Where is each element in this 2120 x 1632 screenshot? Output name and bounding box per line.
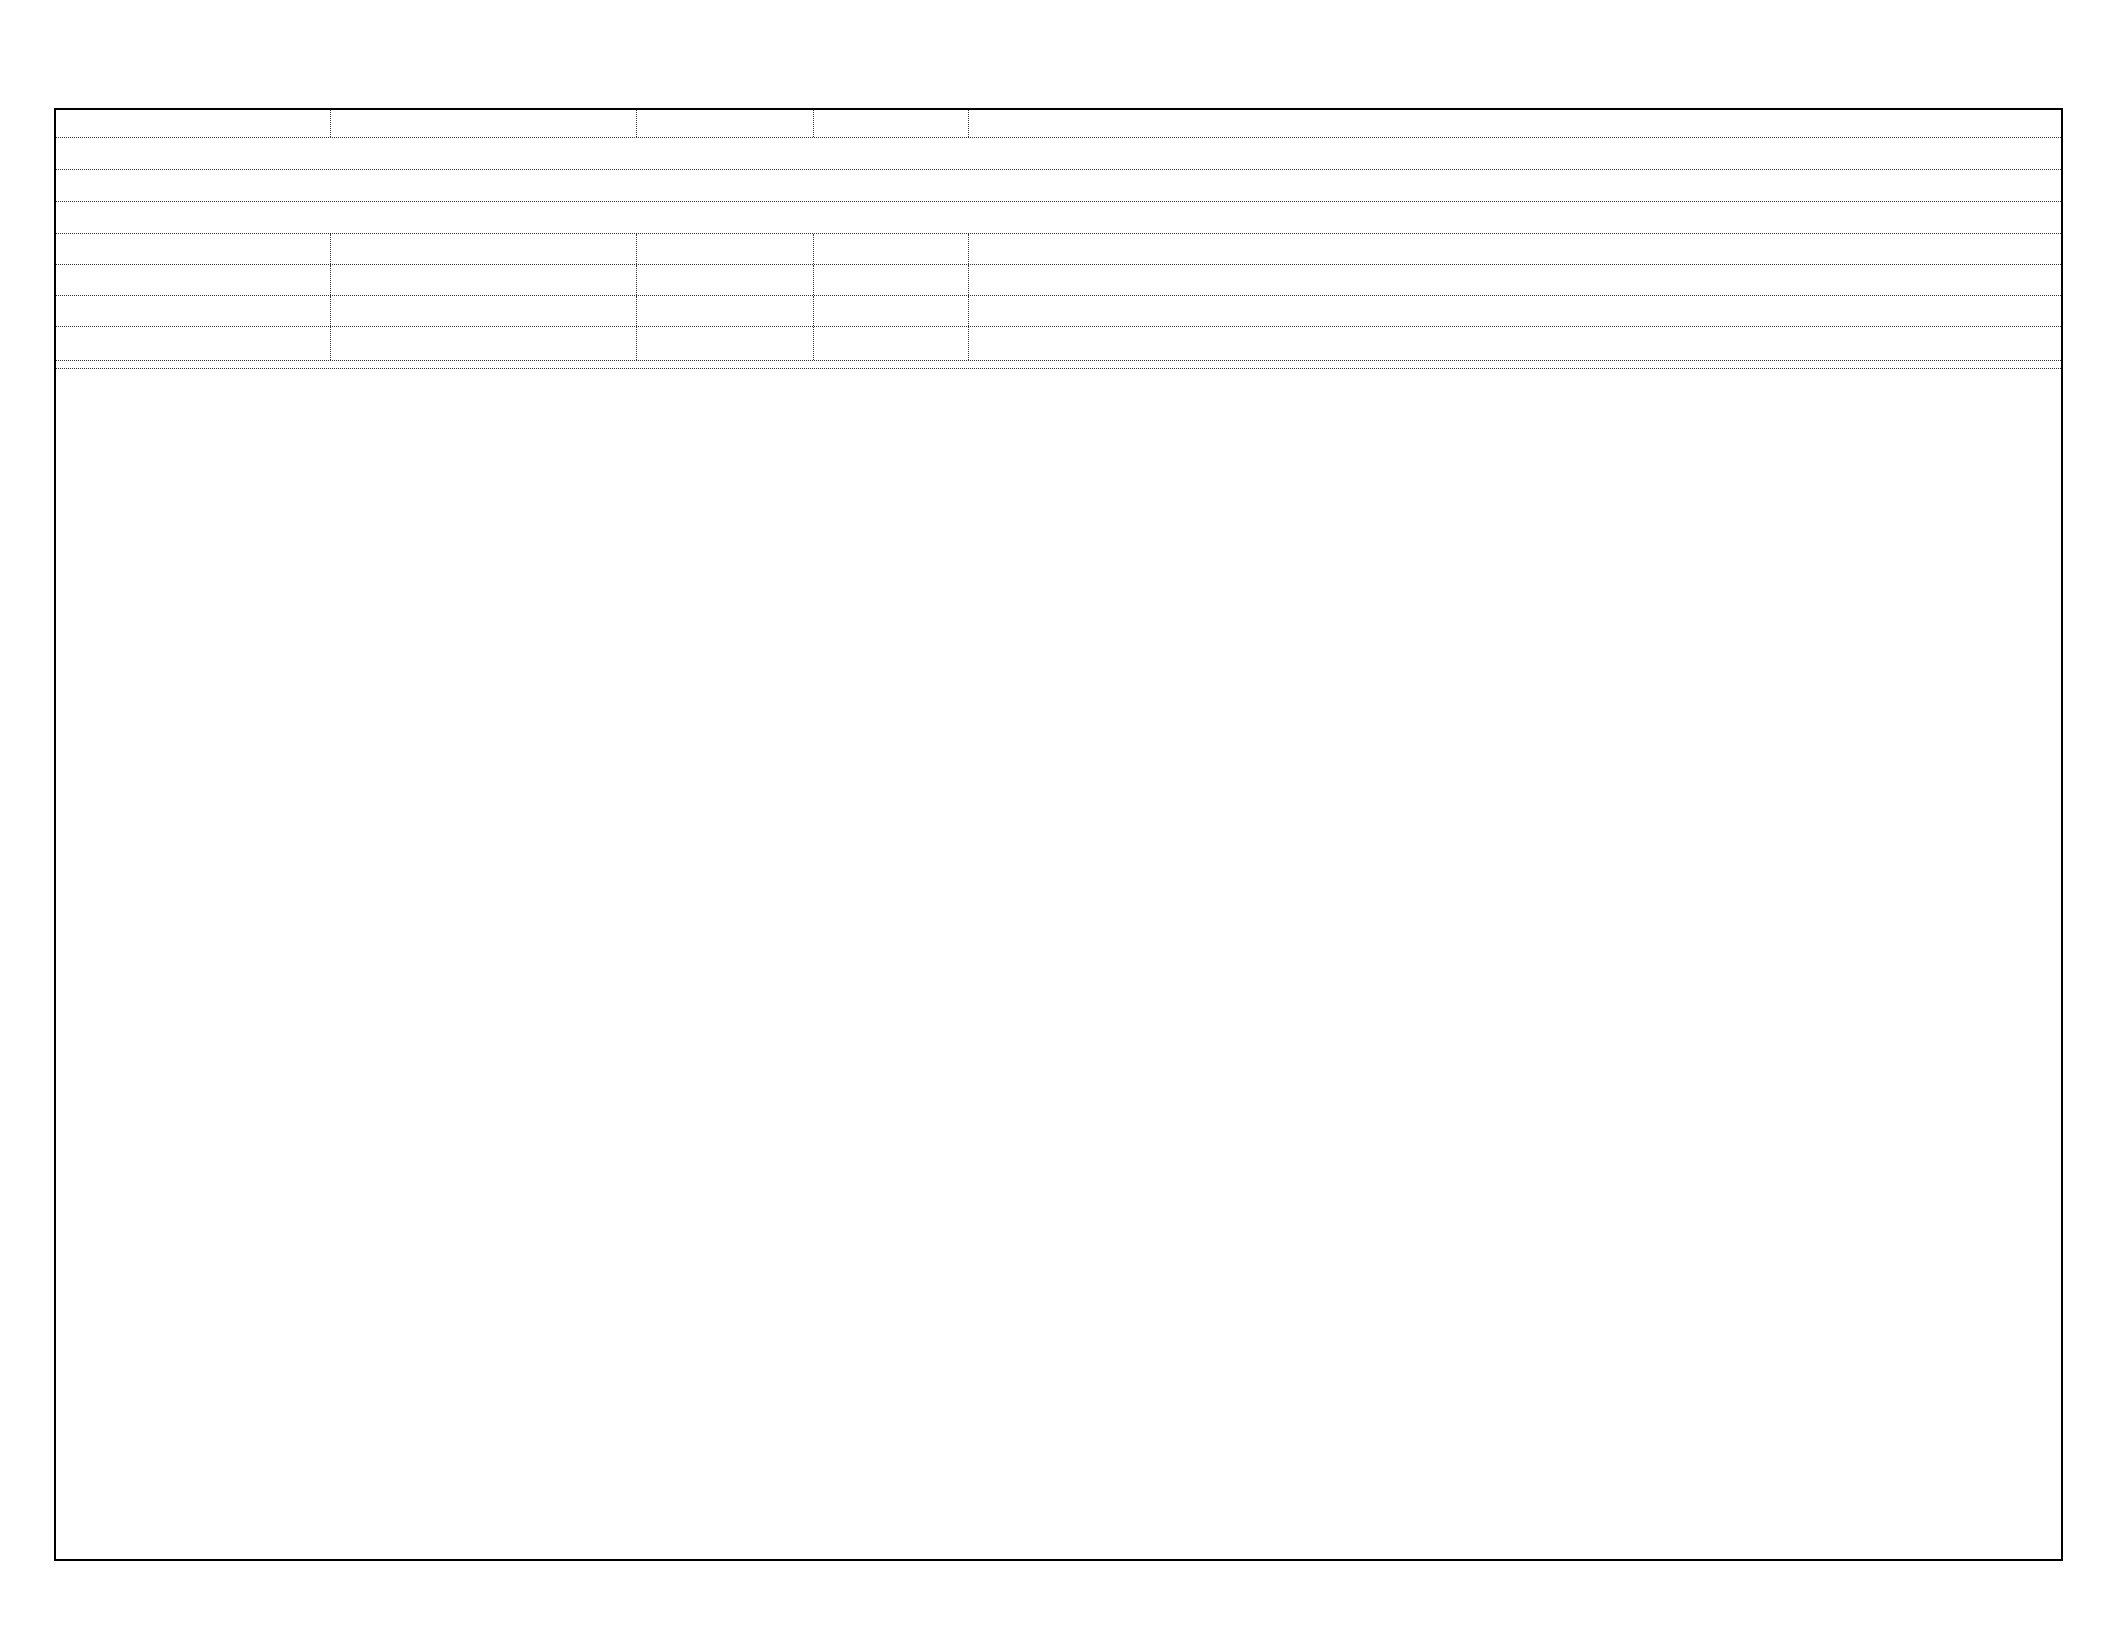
blank-row: [56, 327, 2061, 361]
blank-row: [56, 110, 2061, 138]
header-row: [56, 296, 2061, 327]
plant-table: [54, 108, 2063, 1561]
blank-row: [56, 234, 2061, 265]
legend-row-1: [56, 138, 2061, 170]
blank-row: [56, 361, 2061, 369]
blank-row: [56, 265, 2061, 296]
legend-row-2: [56, 170, 2061, 202]
legend-row-3: [56, 202, 2061, 234]
